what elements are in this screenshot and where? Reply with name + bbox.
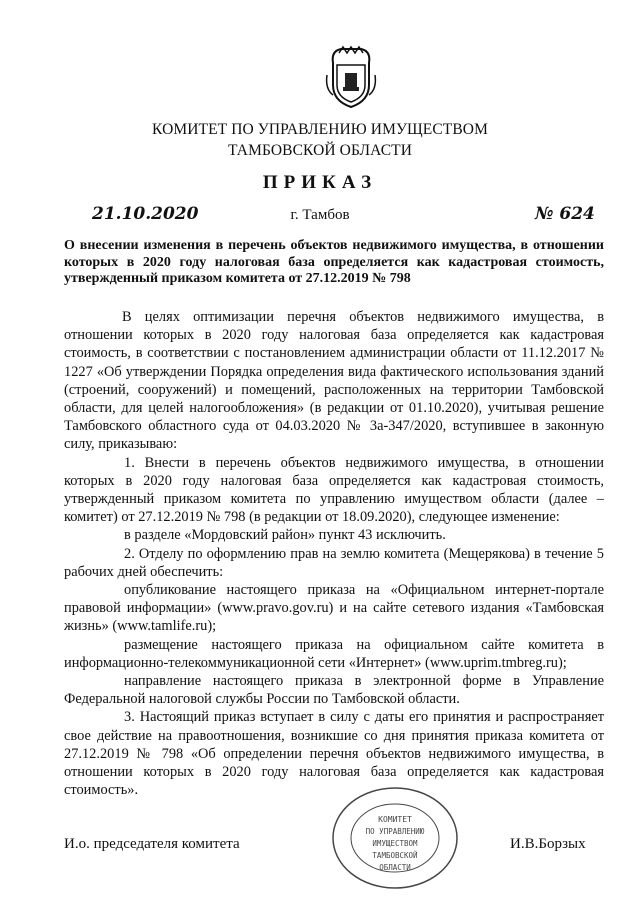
official-stamp: [330, 786, 460, 890]
item-1-change-paragraph: в разделе «Мордовский район» пункт 43 исключить.: [124, 527, 446, 544]
document-date: 21.10.2020: [92, 204, 199, 224]
item-1-paragraph: 1. Внести в перечень объектов недвижимого имущества, в отношении которых в 2020 году налоговая база определяется как кадастровая стоимость, утвержденный приказом комитета по управлению имуществом области (далее – комитет) от 27.12.2019 № 798 (в редакции от 18.09.2020), следующее изменение:: [64, 454, 604, 526]
document-title: ПРИКАЗ: [262, 172, 378, 193]
svg-text:ПО УПРАВЛЕНИЮ: ПО УПРАВЛЕНИЮ: [365, 827, 425, 836]
svg-text:КОМИТЕТ: КОМИТЕТ: [378, 815, 412, 824]
document-subject: О внесении изменения в перечень объектов недвижимого имущества, в отношении которых в 2020 году налоговая база определяется как кадастровая стоимость, утвержденный приказом комитета от 27.12.2019 № 798: [64, 238, 604, 286]
item-3-paragraph: 3. Настоящий приказ вступает в силу с даты его принятия и распространяет свое действие на правоотношения, возникшие со дня принятия приказа комитета от 27.12.2019 № 798 «Об определении перечня объектов недвижимого имущества, в отношении которых в 2020 году налоговая база определяется как кадастровая стоимость».: [64, 709, 604, 799]
organization-name-line1: КОМИТЕТ ПО УПРАВЛЕНИЮ ИМУЩЕСТВОМ: [152, 121, 488, 138]
svg-text:ИМУЩЕСТВОМ: ИМУЩЕСТВОМ: [372, 839, 418, 848]
preamble-paragraph: В целях оптимизации перечня объектов недвижимого имущества, в отношении которых в 2020 году налоговая база определяется как кадастровая стоимость, в соответствии с постановлением администрации области от 11.12.2017 № 1227 «Об утверждении Порядка определения вида фактического использования зданий (строений, сооружений) и помещений, расположенных на территории Тамбовской области, для целей налогообложения» (в редакции от 01.10.2020), учитывая решение Тамбовского областного суда от 04.03.2020 № 3а-347/2020, вступившее в законную силу, приказываю:: [64, 309, 604, 453]
document-city: г. Тамбов: [290, 207, 350, 223]
organization-name-line2: ТАМБОВСКОЙ ОБЛАСТИ: [228, 142, 412, 159]
document-body: [64, 308, 604, 799]
item-2-tax-service-paragraph: направление настоящего приказа в электронной форме в Управление Федеральной налоговой службы России по Тамбовской области.: [64, 673, 604, 708]
item-2-paragraph: 2. Отделу по оформлению прав на землю комитета (Мещерякова) в течение 5 рабочих дней обеспечить:: [64, 545, 604, 580]
item-2-publication-paragraph: опубликование настоящего приказа на «Официальном интернет-портале правовой информации» (www.pravo.gov.ru) и на сайте сетевого издания «Тамбовская жизнь» (www.tamlife.ru);: [64, 582, 604, 635]
svg-text:ТАМБОВСКОЙ: ТАМБОВСКОЙ: [372, 851, 418, 860]
signatory-name: И.В.Борзых: [510, 836, 586, 852]
coat-of-arms-emblem: [323, 45, 379, 109]
document-number: № 624: [535, 204, 595, 224]
svg-text:ОБЛАСТИ: ОБЛАСТИ: [379, 863, 411, 872]
signatory-position: И.о. председателя комитета: [64, 836, 240, 852]
item-2-website-paragraph: размещение настоящего приказа на официальном сайте комитета в информационно-телекоммуникационной сети «Интернет» (www.uprim.tmbreg.ru);: [64, 636, 604, 671]
organization-name: [0, 119, 640, 161]
